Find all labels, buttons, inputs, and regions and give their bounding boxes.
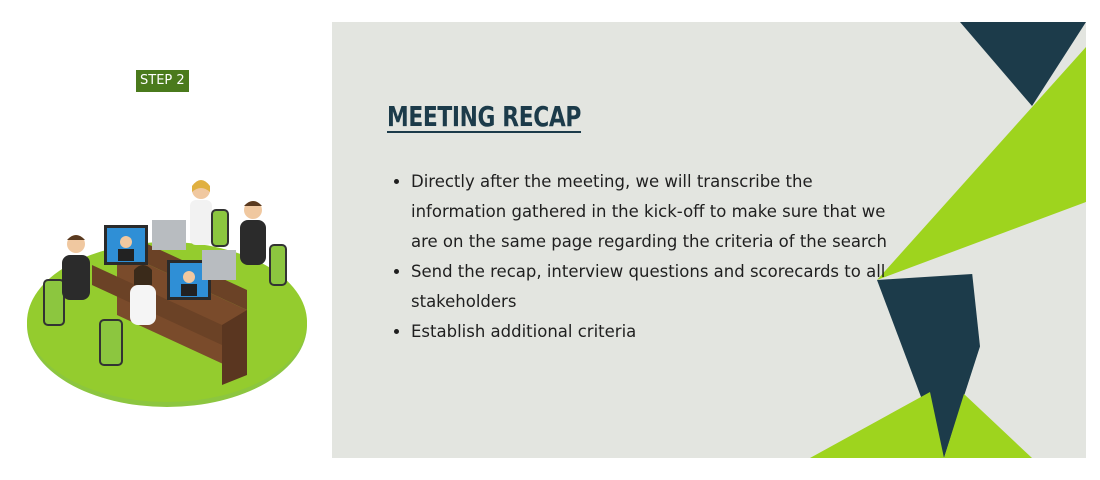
bullet-item: • Send the recap, interview questions and scorecards to all stakeholders (411, 257, 901, 317)
step-badge: STEP 2 (136, 70, 189, 92)
meeting-recap-card (332, 22, 1086, 458)
recap-bullet-list (392, 167, 901, 347)
team-meeting-illustration (22, 170, 312, 415)
section-title: MEETING RECAP (387, 100, 582, 133)
bullet-item: • Directly after the meeting, we will transcribe the information gathered in the kick-off to make sure that we are on the same page regarding the criteria of the search (411, 167, 901, 257)
bullet-item: • Establish additional criteria (411, 317, 901, 347)
